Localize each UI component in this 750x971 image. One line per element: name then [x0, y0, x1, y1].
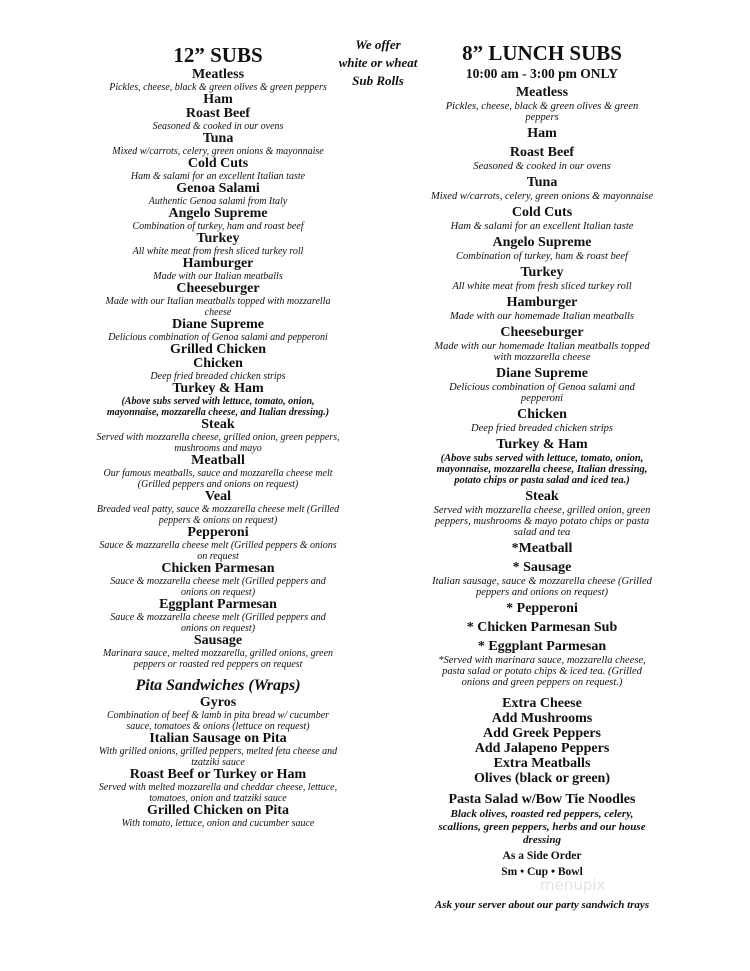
menu-item-desc: Served with mozzarella cheese, grilled onion, green peppers, mushrooms and mayo — [96, 432, 340, 454]
menu-item-desc: Sauce & mazzarella cheese melt (Grilled peppers & onions on request — [99, 540, 337, 562]
pasta-salad — [428, 792, 656, 879]
menu-item-name: Meatball — [191, 453, 245, 468]
menu-item-name: Turkey & Ham — [496, 437, 588, 452]
lunch-subs-title: 8” LUNCH SUBS — [462, 41, 622, 65]
menu-item — [96, 282, 340, 318]
menu-item — [428, 235, 656, 262]
menu-item-name: Turkey — [196, 231, 240, 246]
menu-item-desc: Breaded veal patty, sauce & mozzarella cheese melt (Grilled peppers & onions on request) — [96, 504, 340, 526]
menu-item — [428, 295, 656, 322]
menu-item-name: * Pepperoni — [506, 601, 578, 616]
menu-item-name: Steak — [201, 417, 235, 432]
menu-item-name: Cheeseburger — [176, 281, 260, 296]
menu-item-name: Meatless — [515, 85, 569, 100]
menu-item — [428, 366, 656, 404]
offer-note — [328, 36, 428, 90]
menu-item — [96, 598, 340, 634]
party-note: Ask your server about our party sandwich trays — [434, 899, 650, 911]
menu-item-desc: Sauce & mozzarella cheese melt (Grilled peppers and onions on request) — [110, 612, 326, 634]
menu-item-name: Steak — [525, 489, 559, 504]
menu-item-desc: Deep fried breaded chicken strips — [471, 423, 613, 434]
menu-item-desc: Ham & salami for an excellent Italian taste — [130, 171, 306, 182]
watermark: menupix — [540, 876, 606, 894]
menu-item-name: Diane Supreme — [496, 366, 588, 381]
menu-item-name: Turkey & Ham — [172, 381, 264, 396]
menu-item — [96, 490, 340, 526]
pita-list — [96, 696, 340, 829]
extra-option: Add Greek Peppers — [483, 726, 601, 741]
menu-item — [96, 132, 340, 157]
lunch-subs-column — [428, 40, 656, 912]
menu-item — [428, 325, 656, 363]
menu-item — [96, 454, 340, 490]
menu-item — [428, 601, 656, 617]
menu-item-name: Italian Sausage on Pita — [149, 731, 287, 746]
menu-item — [96, 526, 340, 562]
menu-item-name: Grilled Chicken — [169, 342, 267, 357]
menu-item-name: Gyros — [199, 695, 237, 710]
menu-item-name: Meatless — [191, 67, 245, 82]
pita-title: Pita Sandwiches (Wraps) — [135, 677, 301, 694]
menu-item-name: Eggplant Parmesan — [159, 597, 277, 612]
menu-item-name: Roast Beef or Turkey or Ham — [129, 767, 307, 782]
menu-item-name: Tuna — [526, 175, 558, 190]
pasta-side: As a Side Order — [502, 850, 582, 862]
menu-item — [428, 175, 656, 202]
menu-item — [96, 732, 340, 768]
menu-item — [428, 489, 656, 538]
menu-item-desc: Combination of turkey, ham and roast beef — [132, 221, 304, 232]
menu-item-name: Ham — [203, 92, 233, 107]
menu-item-name: Veal — [205, 489, 231, 504]
menu-item — [428, 407, 656, 434]
offer-line: We offer — [355, 37, 401, 52]
menu-item — [96, 157, 340, 182]
menu-item-desc: Mixed w/carrots, celery, green onions & mayonnaise — [112, 146, 324, 157]
menu-item-name: Ham — [527, 126, 557, 141]
menu-item — [96, 634, 340, 670]
menu-item-desc: Ham & salami for an excellent Italian taste — [450, 221, 634, 232]
menu-item-desc: Our famous meatballs, sauce and mozzarella cheese melt (Grilled peppers and onions on request) — [103, 468, 333, 490]
menu-item-name: * Sausage — [512, 560, 572, 575]
menu-item-name: Roast Beef — [185, 106, 251, 121]
menu-item-name: Cheeseburger — [500, 325, 584, 340]
menu-item — [96, 207, 340, 232]
menu-item-desc: Combination of turkey, ham & roast beef — [456, 251, 628, 262]
menu-item-desc: Deep fried breaded chicken strips — [150, 371, 286, 382]
menu-item-name: Roast Beef — [509, 145, 575, 160]
menu-item-desc: Delicious combination of Genoa salami and pepperoni — [108, 332, 328, 343]
menu-item-desc: Made with our homemade Italian meatballs topped with mozzarella cheese — [434, 341, 650, 363]
menu-item-name: Pepperoni — [187, 525, 249, 540]
menu-item — [96, 107, 340, 132]
menu-item-desc: Italian sausage, sauce & mozzarella cheese (Grilled peppers and onions on request) — [432, 576, 652, 598]
extra-option: Extra Cheese — [502, 696, 582, 711]
menu-item-desc: Served with melted mozzarella and cheddar cheese, lettuce, tomatoes, onion and tzatziki sauce — [98, 782, 338, 804]
menu-item-desc: *Served with marinara sauce, mozzarella cheese, pasta salad or potato chips & iced tea. (Grilled onions and green peppers on request.) — [438, 655, 646, 688]
menu-item — [96, 182, 340, 207]
menu-item-name: Tuna — [202, 131, 234, 146]
menu-item — [428, 560, 656, 598]
menu-item-name: * Eggplant Parmesan — [477, 639, 607, 654]
extra-option: Olives (black or green) — [474, 771, 610, 786]
menu-item-desc: Marinara sauce, melted mozzarella, grilled onions, green peppers or roasted red peppers on request — [102, 648, 334, 670]
menu-item — [428, 265, 656, 292]
extra-option: Add Jalapeno Peppers — [474, 741, 610, 756]
menu-item-name: Genoa Salami — [176, 181, 260, 196]
lunch-subs-list — [428, 85, 656, 688]
menu-item — [96, 768, 340, 804]
menu-item-name: Grilled Chicken on Pita — [147, 803, 289, 818]
menu-item-name: Sausage — [193, 633, 243, 648]
menu-item-name: Hamburger — [182, 256, 254, 271]
menu-item — [96, 562, 340, 598]
subs-12-column — [96, 42, 340, 829]
pasta-desc: Black olives, roasted red peppers, celery, scallions, green peppers, herbs and our house dressing — [438, 808, 646, 846]
subs-12-title: 12” SUBS — [173, 43, 263, 67]
menu-item — [428, 639, 656, 688]
menu-item-desc: Pickles, cheese, black & green olives & green peppers — [445, 101, 639, 123]
menu-item — [96, 68, 340, 93]
menu-item-desc: Made with our Italian meatballs — [153, 271, 283, 282]
menu-item-name: Angelo Supreme — [168, 206, 268, 221]
menu-item-desc: With grilled onions, grilled peppers, melted feta cheese and tzatziki sauce — [98, 746, 338, 768]
menu-item-name: Chicken — [193, 356, 243, 371]
menu-item — [428, 85, 656, 123]
extra-option: Extra Meatballs — [493, 756, 591, 771]
menu-item-name: * Chicken Parmesan Sub — [466, 620, 618, 635]
menu-item — [96, 804, 340, 829]
menu-item-desc: Pickles, cheese, black & green olives & green peppers — [109, 82, 327, 93]
menu-item-desc: Authentic Genoa salami from Italy — [148, 196, 288, 207]
menu-item-desc: With tomato, lettuce, onion and cucumber sauce — [121, 818, 315, 829]
pasta-name: Pasta Salad w/Bow Tie Noodles — [448, 792, 636, 807]
menu-item-desc: Sauce & mozzarella cheese melt (Grilled peppers and onions on request) — [110, 576, 326, 598]
menu-item-desc: (Above subs served with lettuce, tomato, onion, mayonnaise, mozzarella cheese, and Italian dressing.) — [106, 396, 330, 418]
menu-item — [96, 418, 340, 454]
menu-item — [96, 357, 340, 382]
menu-item-desc: (Above subs served with lettuce, tomato, onion, mayonnaise, mozzarella cheese, Italian dressing, potato chips or pasta salad and iced tea.) — [436, 453, 648, 486]
menu-item — [96, 93, 340, 107]
menu-item-desc: Seasoned & cooked in our ovens — [473, 161, 611, 172]
lunch-hours: 10:00 am - 3:00 pm ONLY — [465, 66, 619, 81]
menu-item-desc: Seasoned & cooked in our ovens — [152, 121, 284, 132]
menu-item-desc: Made with our Italian meatballs topped with mozzarella cheese — [105, 296, 331, 318]
menu-item-name: Cold Cuts — [187, 156, 249, 171]
subs-12-list — [96, 68, 340, 670]
menu-item-name: Diane Supreme — [172, 317, 264, 332]
menu-item — [96, 382, 340, 418]
menu-item-name: Hamburger — [506, 295, 578, 310]
menu-item-desc: Served with mozzarella cheese, grilled onion, green peppers, mushrooms & mayo potato chips or pasta salad and tea — [433, 505, 651, 538]
menu-item — [96, 343, 340, 357]
offer-line: Sub Rolls — [352, 73, 404, 88]
menu-item-desc: Combination of beef & lamb in pita bread w/ cucumber sauce, tomatoes & onions (lettuce on request) — [106, 710, 330, 732]
menu-item — [428, 620, 656, 636]
menu-item — [428, 541, 656, 557]
menu-item — [428, 145, 656, 172]
menu-item-name: Angelo Supreme — [492, 235, 592, 250]
menu-item — [96, 696, 340, 732]
menu-item — [96, 318, 340, 343]
menu-item-name: Chicken — [517, 407, 567, 422]
pasta-sizes: Sm • Cup • Bowl — [501, 866, 583, 878]
menu-item — [428, 126, 656, 142]
menu-item-desc: All white meat from fresh sliced turkey roll — [452, 281, 632, 292]
extras-list — [428, 696, 656, 786]
menu-item — [96, 232, 340, 257]
menu-item-name: Cold Cuts — [511, 205, 573, 220]
menu-item-name: Turkey — [520, 265, 564, 280]
extra-option: Add Mushrooms — [491, 711, 593, 726]
menu-item-desc: All white meat from fresh sliced turkey roll — [132, 246, 304, 257]
menu-item — [96, 257, 340, 282]
menu-item-name: *Meatball — [511, 541, 573, 556]
offer-line: white or wheat — [338, 55, 418, 70]
menu-item-desc: Delicious combination of Genoa salami and pepperoni — [449, 382, 635, 404]
menu-item-desc: Mixed w/carrots, celery, green onions & mayonnaise — [430, 191, 653, 202]
menu-item-name: Chicken Parmesan — [161, 561, 275, 576]
menu-item — [428, 437, 656, 486]
menu-item-desc: Made with our homemade Italian meatballs — [449, 311, 635, 322]
menu-item — [428, 205, 656, 232]
